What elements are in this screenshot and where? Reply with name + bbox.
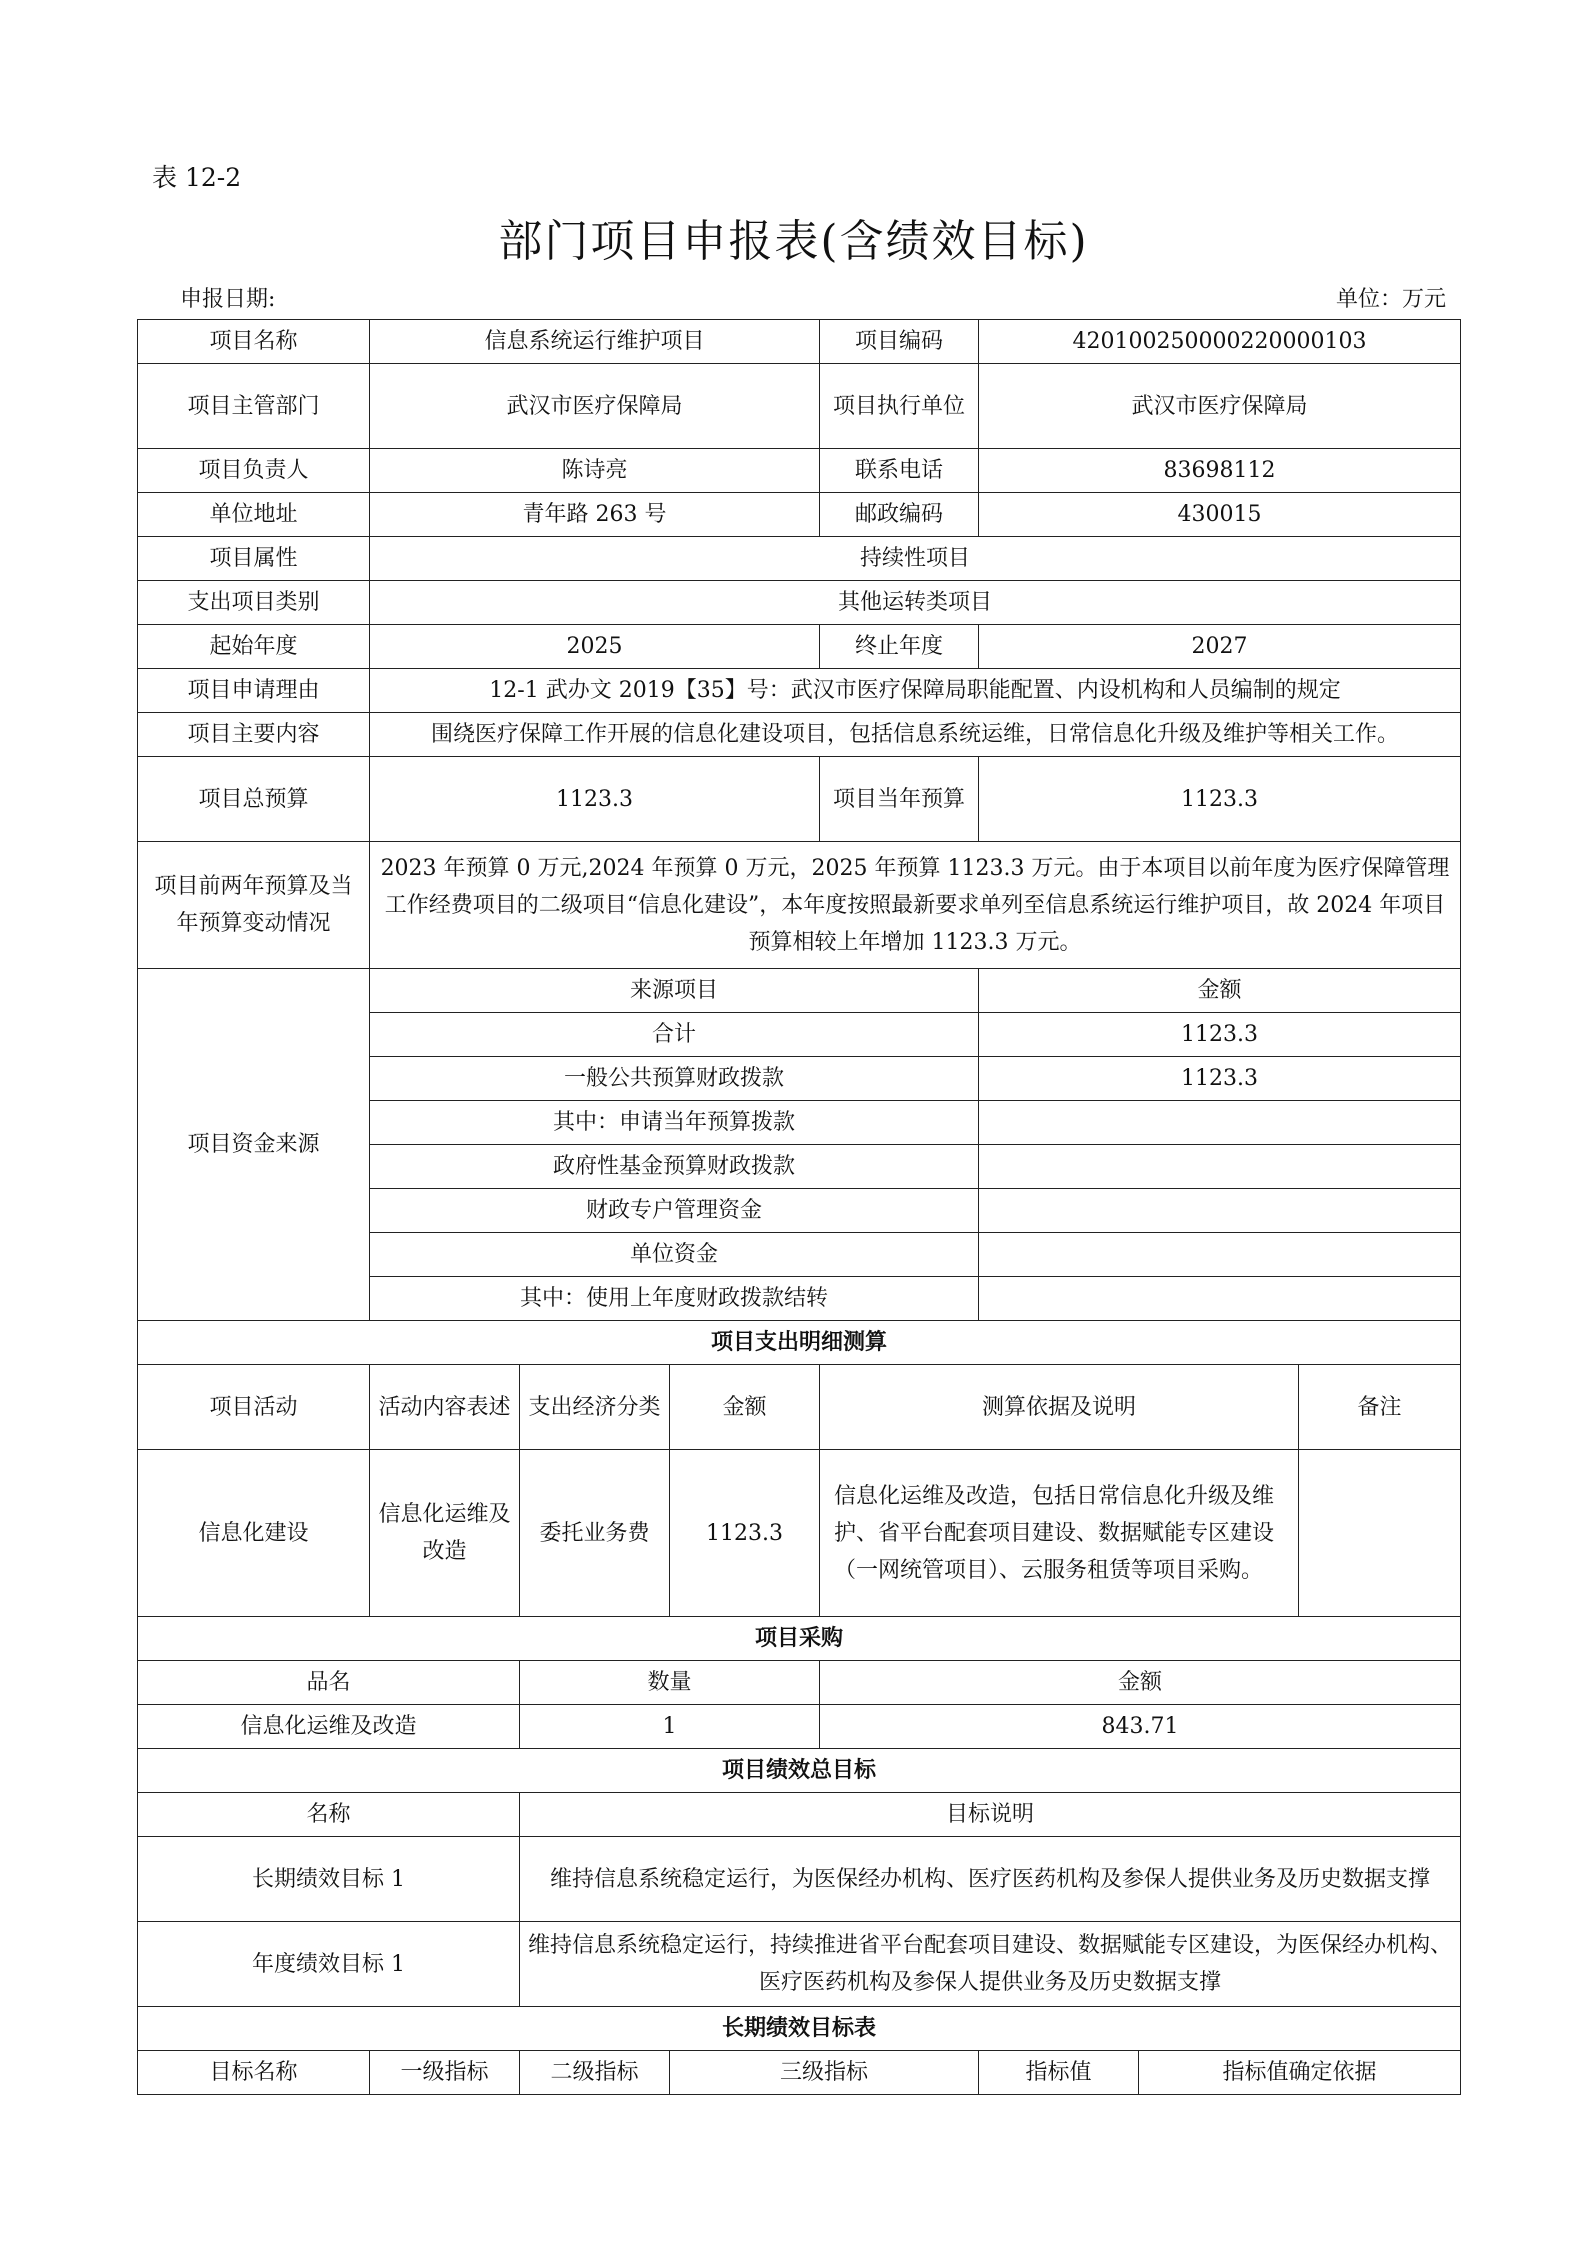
- procurement-qty: 1: [520, 1705, 820, 1749]
- apply-date-label: 申报日期:: [180, 287, 276, 312]
- phone-value: 83698112: [979, 449, 1461, 493]
- budget-change-value: 2023 年预算 0 万元,2024 年预算 0 万元，2025 年预算 1123.3 万元。由于本项目以前年度为医疗保障管理工作经费项目的二级项目“信息化建设”，本年度按照最新要求单列至信息系统运行维护项目，故 2024 年项目预算相较上年增加 1123.3 万元。: [370, 842, 1461, 969]
- attr-label: 项目属性: [138, 537, 370, 581]
- procurement-head: 数量: [520, 1661, 820, 1705]
- lead-label: 项目负责人: [138, 449, 370, 493]
- exec-unit-value: 武汉市医疗保障局: [979, 364, 1461, 449]
- longterm-head: 指标值: [979, 2051, 1139, 2095]
- start-year-label: 起始年度: [138, 625, 370, 669]
- end-year-value: 2027: [979, 625, 1461, 669]
- funding-source: 其中：申请当年预算拨款: [370, 1101, 979, 1145]
- procurement-head: 金额: [820, 1661, 1461, 1705]
- longterm-head: 二级指标: [520, 2051, 670, 2095]
- reason-label: 项目申请理由: [138, 669, 370, 713]
- funding-amount: [979, 1233, 1461, 1277]
- category-label: 支出项目类别: [138, 581, 370, 625]
- expense-head: 备注: [1299, 1365, 1461, 1450]
- project-name-value: 信息系统运行维护项目: [370, 320, 820, 364]
- performance-goal-desc: 维持信息系统稳定运行，为医保经办机构、医疗医药机构及参保人提供业务及历史数据支撑: [520, 1837, 1461, 1922]
- exec-unit-label: 项目执行单位: [820, 364, 979, 449]
- funding-head-amount: 金额: [979, 969, 1461, 1013]
- funding-source: 其中：使用上年度财政拨款结转: [370, 1277, 979, 1321]
- funding-amount: [979, 1189, 1461, 1233]
- performance-goal-desc: 维持信息系统稳定运行，持续推进省平台配套项目建设、数据赋能专区建设，为医保经办机构、医疗医药机构及参保人提供业务及历史数据支撑: [520, 1922, 1461, 2007]
- funding-head-source: 来源项目: [370, 969, 979, 1013]
- end-year-label: 终止年度: [820, 625, 979, 669]
- content-value: 围绕医疗保障工作开展的信息化建设项目，包括信息系统运维，日常信息化升级及维护等相关工作。: [370, 713, 1461, 757]
- project-code-label: 项目编码: [820, 320, 979, 364]
- expense-amount: 1123.3: [670, 1450, 820, 1617]
- content-label: 项目主要内容: [138, 713, 370, 757]
- phone-label: 联系电话: [820, 449, 979, 493]
- longterm-section-title: 长期绩效目标表: [138, 2007, 1461, 2051]
- total-budget-label: 项目总预算: [138, 757, 370, 842]
- expense-head: 测算依据及说明: [820, 1365, 1299, 1450]
- category-value: 其他运转类项目: [370, 581, 1461, 625]
- procurement-item: 信息化运维及改造: [138, 1705, 520, 1749]
- zip-value: 430015: [979, 493, 1461, 537]
- funding-source: 政府性基金预算财政拨款: [370, 1145, 979, 1189]
- longterm-head: 指标值确定依据: [1139, 2051, 1461, 2095]
- current-budget-value: 1123.3: [979, 757, 1461, 842]
- table-number: 表 12-2: [152, 163, 242, 192]
- project-code-value: 420100250000220000103: [979, 320, 1461, 364]
- expense-head: 支出经济分类: [520, 1365, 670, 1450]
- expense-head: 项目活动: [138, 1365, 370, 1450]
- lead-value: 陈诗亮: [370, 449, 820, 493]
- project-name-label: 项目名称: [138, 320, 370, 364]
- expense-econ-class: 委托业务费: [520, 1450, 670, 1617]
- budget-change-label: 项目前两年预算及当年预算变动情况: [138, 842, 370, 969]
- attr-value: 持续性项目: [370, 537, 1461, 581]
- longterm-head: 三级指标: [670, 2051, 979, 2095]
- expense-head: 金额: [670, 1365, 820, 1450]
- address-value: 青年路 263 号: [370, 493, 820, 537]
- funding-amount: 1123.3: [979, 1013, 1461, 1057]
- expense-head: 活动内容表述: [370, 1365, 520, 1450]
- longterm-head: 一级指标: [370, 2051, 520, 2095]
- dept-label: 项目主管部门: [138, 364, 370, 449]
- expense-remark: [1299, 1450, 1461, 1617]
- dept-value: 武汉市医疗保障局: [370, 364, 820, 449]
- funding-source: 财政专户管理资金: [370, 1189, 979, 1233]
- expense-section-title: 项目支出明细测算: [138, 1321, 1461, 1365]
- funding-source-label: 项目资金来源: [138, 969, 370, 1321]
- funding-amount: [979, 1145, 1461, 1189]
- performance-head: 名称: [138, 1793, 520, 1837]
- expense-basis: 信息化运维及改造，包括日常信息化升级及维护、省平台配套项目建设、数据赋能专区建设（一网统管项目）、云服务租赁等项目采购。: [820, 1450, 1299, 1617]
- expense-activity: 信息化建设: [138, 1450, 370, 1617]
- start-year-value: 2025: [370, 625, 820, 669]
- reason-value: 12-1 武办文 2019【35】号：武汉市医疗保障局职能配置、内设机构和人员编制的规定: [370, 669, 1461, 713]
- funding-source: 合计: [370, 1013, 979, 1057]
- funding-amount: [979, 1101, 1461, 1145]
- procurement-head: 品名: [138, 1661, 520, 1705]
- procurement-amount: 843.71: [820, 1705, 1461, 1749]
- funding-amount: 1123.3: [979, 1057, 1461, 1101]
- unit-label: 单位：万元: [1335, 287, 1446, 312]
- performance-head: 目标说明: [520, 1793, 1461, 1837]
- expense-content: 信息化运维及改造: [370, 1450, 520, 1617]
- performance-goal-name: 长期绩效目标 1: [138, 1837, 520, 1922]
- project-form-table: [137, 319, 1461, 2095]
- zip-label: 邮政编码: [820, 493, 979, 537]
- funding-amount: [979, 1277, 1461, 1321]
- address-label: 单位地址: [138, 493, 370, 537]
- longterm-head: 目标名称: [138, 2051, 370, 2095]
- total-budget-value: 1123.3: [370, 757, 820, 842]
- procurement-section-title: 项目采购: [138, 1617, 1461, 1661]
- performance-section-title: 项目绩效总目标: [138, 1749, 1461, 1793]
- funding-source: 一般公共预算财政拨款: [370, 1057, 979, 1101]
- current-budget-label: 项目当年预算: [820, 757, 979, 842]
- page-title: 部门项目申报表(含绩效目标): [498, 216, 1089, 267]
- performance-goal-name: 年度绩效目标 1: [138, 1922, 520, 2007]
- funding-source: 单位资金: [370, 1233, 979, 1277]
